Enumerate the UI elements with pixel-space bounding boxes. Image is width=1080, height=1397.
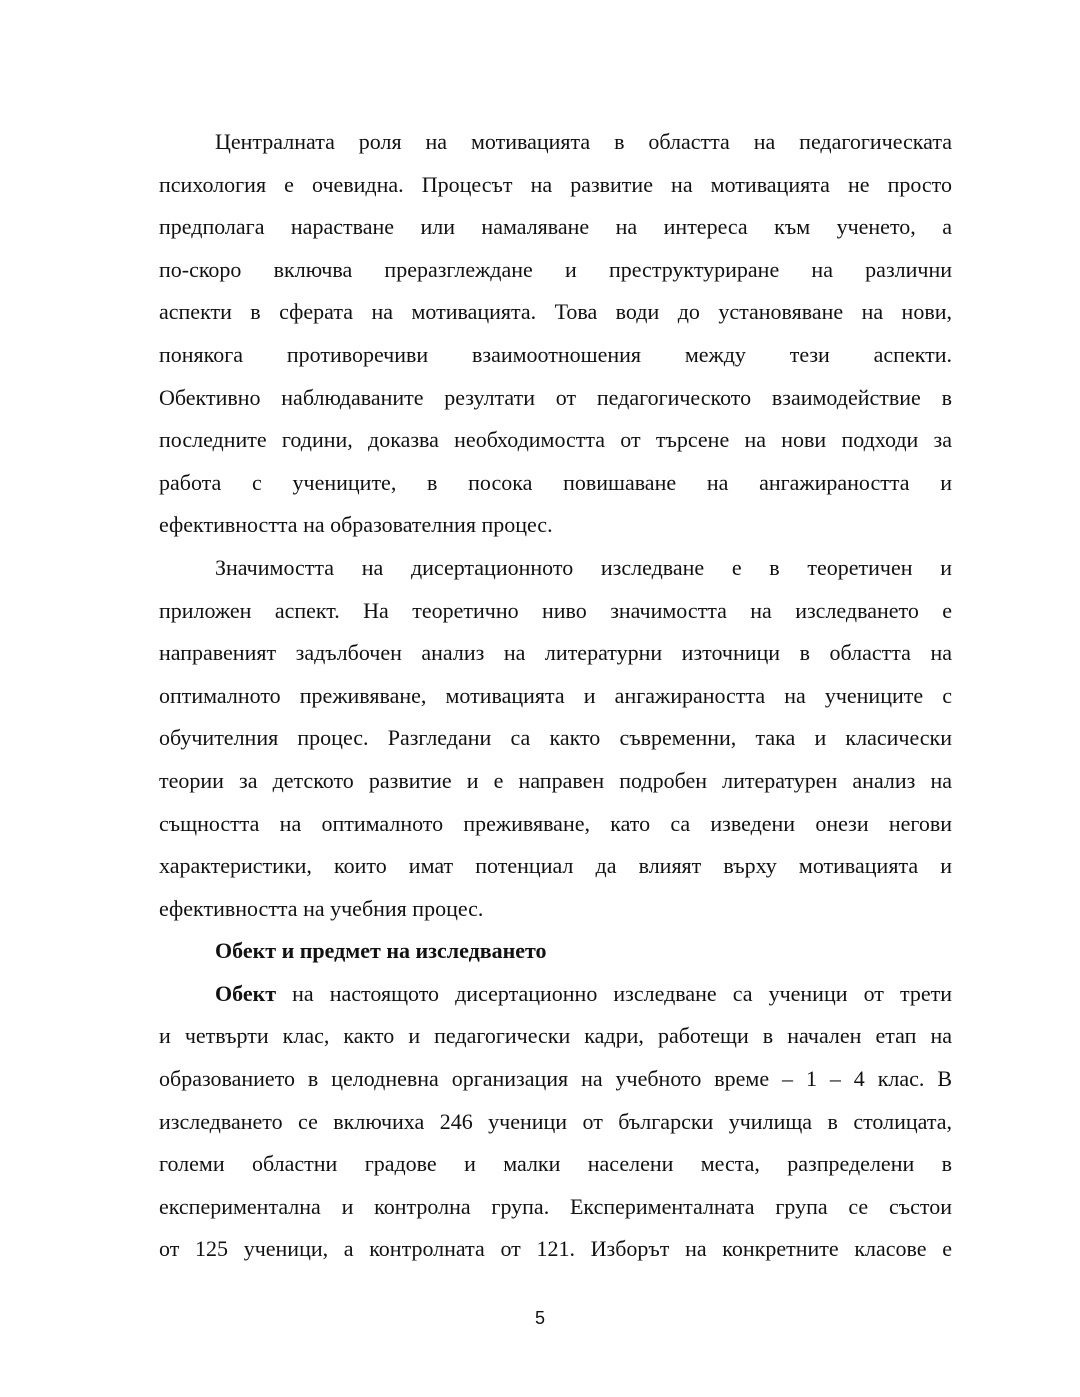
- text-line: Значимостта на дисертационното изследване е в теоретичен и: [215, 554, 952, 580]
- text-line: оптималното преживяване, мотивацията и ангажираността на учениците с: [159, 682, 952, 708]
- text-line: по-скоро включва преразглеждане и преструктуриране на различни: [159, 256, 952, 282]
- text-line: приложен аспект. На теоретично ниво значимостта на изследването е: [159, 597, 952, 623]
- section-heading: Обект и предмет на изследването: [215, 938, 547, 964]
- text-line: експериментална и контролна група. Експерименталната група се състои: [159, 1193, 952, 1219]
- text-line: предполага нарастване или намаляване на интереса към ученето, а: [159, 214, 952, 240]
- text-line: образованието в целодневна организация на учебното време – 1 – 4 клас. В: [159, 1066, 952, 1092]
- text-line: понякога противоречиви взаимоотношения между тези аспекти.: [159, 341, 952, 367]
- text-line: големи областни градове и малки населени места, разпределени в: [159, 1151, 952, 1177]
- text-line: аспекти в сферата на мотивацията. Това води до установяване на нови,: [159, 299, 952, 325]
- text-line: същността на оптималното преживяване, като са изведени онези негови: [159, 810, 952, 836]
- text-line: последните години, доказва необходимостта от търсене на нови подходи за: [159, 427, 952, 453]
- bold-lead: Обект: [215, 980, 277, 1006]
- text-line: и четвърти клас, както и педагогически кадри, работещи в начален етап на: [159, 1023, 952, 1049]
- text-line: Централната роля на мотивацията в областта на педагогическата: [215, 129, 952, 154]
- text-line: Обективно наблюдаваните резултати от педагогическото взаимодействие в: [159, 384, 952, 410]
- text-line: теории за детското развитие и е направен подробен литературен анализ на: [159, 767, 952, 793]
- text-line: обучителния процес. Разгледани са както съвременни, така и класически: [159, 725, 952, 751]
- text-line: направеният задълбочен анализ на литературни източници в областта на: [159, 640, 952, 666]
- paragraph-motivation-role: [159, 121, 952, 547]
- first-line-rest: на настоящото дисертационно изследване са ученици от трети: [276, 980, 952, 1006]
- text-line-first: [159, 973, 952, 1016]
- text-line: от 125 ученици, а контролната от 121. Изборът на конкретните класове е: [159, 1236, 952, 1262]
- paragraph-object: [159, 973, 952, 1271]
- document-page: [159, 121, 952, 1271]
- text-line: работа с учениците, в посока повишаване на ангажираността и: [159, 469, 952, 495]
- text-line: ефективността на учебния процес.: [159, 895, 484, 921]
- text-line: психология е очевидна. Процесът на развитие на мотивацията не просто: [159, 171, 952, 197]
- paragraph-significance: [159, 547, 952, 930]
- text-line: ефективността на образователния процес.: [159, 512, 553, 538]
- text-line: характеристики, които имат потенциал да влияят върху мотивацията и: [159, 853, 952, 879]
- text-line: изследването се включиха 246 ученици от български училища в столицата,: [159, 1108, 952, 1134]
- page-number: 5: [534, 1308, 545, 1328]
